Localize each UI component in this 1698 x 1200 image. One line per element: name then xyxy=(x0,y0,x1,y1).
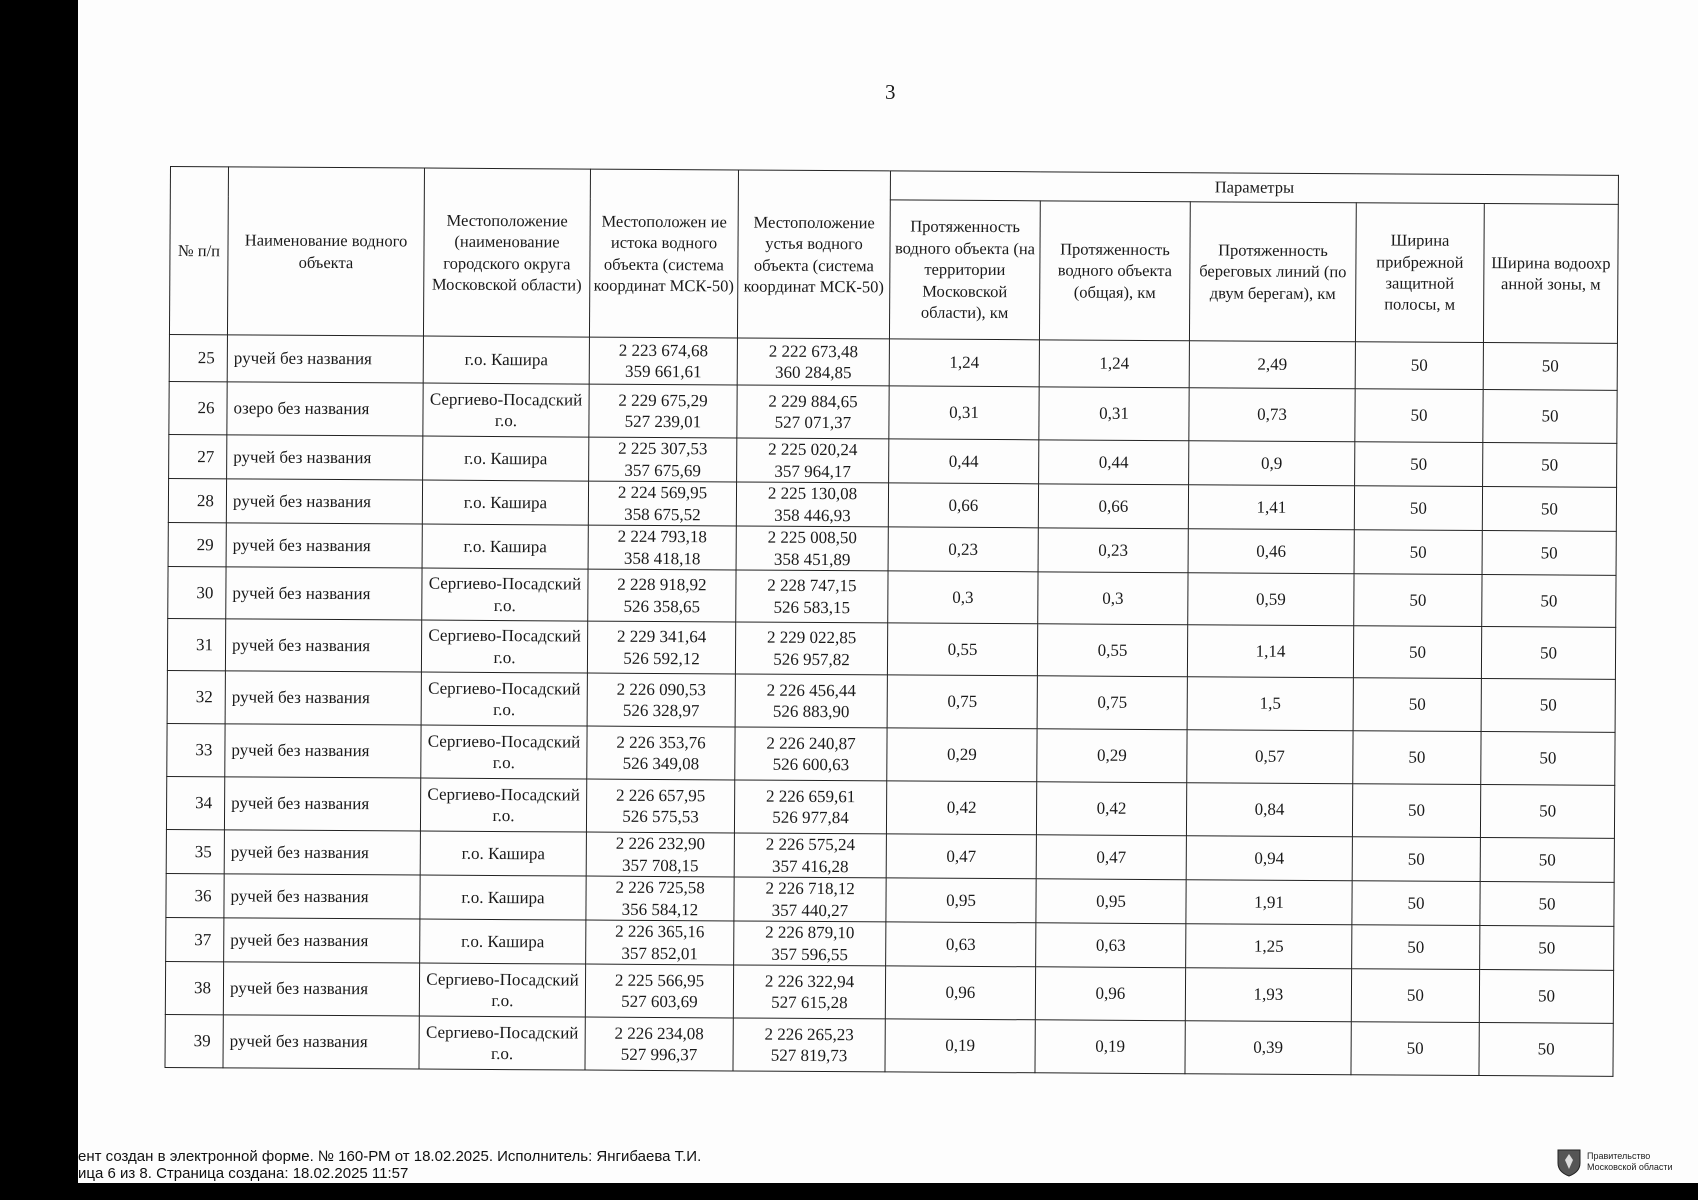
row-mouth-coords xyxy=(736,570,888,623)
row-source-coords xyxy=(589,337,737,385)
table-row xyxy=(167,670,1615,732)
row-source-coords-line-1: 2 226 232,90 xyxy=(615,833,706,854)
row-source-coords-line-1: 2 226 353,76 xyxy=(616,732,706,753)
row-mouth-coords-line-1: 2 226 575,24 xyxy=(765,834,856,855)
row-source-coords xyxy=(586,832,734,877)
row-name: ручей без названия xyxy=(226,523,422,568)
row-name: ручей без названия xyxy=(227,335,423,383)
row-mouth-coords-line-2: 526 583,15 xyxy=(773,597,851,617)
row-name: ручей без названия xyxy=(224,918,420,963)
row-length-mo: 0,31 xyxy=(889,386,1039,440)
row-length-mo: 0,66 xyxy=(888,483,1038,528)
row-mouth-coords-line-2: 527 819,73 xyxy=(770,1045,848,1066)
row-location: г.о. Кашира xyxy=(422,524,588,569)
row-number: 37 xyxy=(166,917,224,961)
row-water-zone: 50 xyxy=(1481,627,1615,680)
row-length-mo: 0,23 xyxy=(888,527,1038,572)
row-mouth-coords-line-1: 2 225 008,50 xyxy=(767,527,857,548)
row-source-coords-line-2: 526 328,97 xyxy=(622,700,700,721)
row-mouth-coords-line-2: 357 416,28 xyxy=(771,856,849,876)
header-name: Наименование водного объекта xyxy=(227,167,424,336)
row-source-coords-line-1: 2 225 566,95 xyxy=(614,970,705,991)
row-shore-length: 1,93 xyxy=(1185,968,1351,1022)
row-shore-length: 0,84 xyxy=(1186,783,1352,837)
row-mouth-coords-line-1: 2 226 879,10 xyxy=(765,922,855,943)
row-mouth-coords xyxy=(735,622,887,675)
row-location: г.о. Кашира xyxy=(423,336,589,384)
row-mouth-coords xyxy=(734,877,886,922)
row-source-coords xyxy=(589,384,737,438)
row-mouth-coords-line-1: 2 229 884,65 xyxy=(768,391,858,411)
logo-line-1: Правительство xyxy=(1587,1151,1651,1161)
row-mouth-coords-line-2: 526 957,82 xyxy=(773,649,850,669)
row-mouth-coords xyxy=(733,1018,885,1072)
row-shore-length: 0,46 xyxy=(1188,529,1354,574)
row-water-zone: 50 xyxy=(1480,838,1614,883)
row-source-coords-line-1: 2 226 657,95 xyxy=(615,785,706,806)
row-location: Сергиево-Посадский г.о. xyxy=(419,963,585,1017)
row-source-coords xyxy=(588,525,736,570)
row-length-mo: 0,29 xyxy=(887,728,1037,782)
row-source-coords-line-1: 2 225 307,53 xyxy=(618,438,708,459)
row-length-total: 0,31 xyxy=(1039,387,1189,441)
row-source-coords-line-1: 2 228 918,92 xyxy=(617,574,707,595)
row-source-coords xyxy=(586,876,734,921)
row-length-mo: 0,55 xyxy=(887,623,1037,676)
row-source-coords-line-2: 526 349,08 xyxy=(622,753,700,774)
row-source-coords-line-2: 527 996,37 xyxy=(620,1044,698,1065)
row-mouth-coords-line-2: 527 615,28 xyxy=(771,992,848,1013)
row-coastal-strip: 50 xyxy=(1351,969,1479,1023)
row-length-total: 1,24 xyxy=(1039,340,1189,388)
row-mouth-coords xyxy=(734,780,886,834)
row-mouth-coords xyxy=(737,385,889,439)
row-mouth-coords-line-2: 357 440,27 xyxy=(771,900,849,920)
row-source-coords-line-2: 357 708,15 xyxy=(621,855,699,875)
row-source-coords xyxy=(587,673,735,727)
row-number: 34 xyxy=(166,776,224,829)
row-length-total: 0,44 xyxy=(1039,440,1189,485)
row-length-total: 0,42 xyxy=(1036,782,1186,836)
scan-bottom-border xyxy=(0,1183,1698,1200)
row-length-mo: 1,24 xyxy=(889,339,1039,387)
row-mouth-coords-line-2: 527 071,37 xyxy=(774,412,852,433)
row-source-coords xyxy=(586,920,734,965)
row-coastal-strip: 50 xyxy=(1351,1022,1479,1076)
row-coastal-strip: 50 xyxy=(1352,784,1480,838)
row-name: ручей без названия xyxy=(225,671,421,725)
row-water-zone: 50 xyxy=(1481,732,1615,786)
row-length-mo: 0,44 xyxy=(889,439,1039,484)
header-shore-length: Протяженность береговых линий (по двум берегам), км xyxy=(1189,202,1356,342)
row-location: Сергиево-Посадский г.о. xyxy=(421,672,587,726)
row-source-coords-line-2: 527 239,01 xyxy=(624,411,702,432)
row-shore-length: 1,5 xyxy=(1187,677,1353,731)
row-location: Сергиево-Посадский г.о. xyxy=(422,568,588,621)
row-mouth-coords xyxy=(736,526,888,571)
row-source-coords-line-2: 526 592,12 xyxy=(623,648,700,668)
row-shore-length: 1,14 xyxy=(1187,625,1353,678)
row-water-zone: 50 xyxy=(1480,785,1614,839)
row-mouth-coords-line-1: 2 226 659,61 xyxy=(765,786,856,806)
row-source-coords-line-2: 357 852,01 xyxy=(621,943,699,963)
row-source-coords-line-2: 359 661,61 xyxy=(624,361,702,382)
row-length-mo: 0,42 xyxy=(886,781,1036,835)
row-length-mo: 0,19 xyxy=(885,1019,1035,1073)
row-mouth-coords-line-2: 358 451,89 xyxy=(773,549,851,569)
row-water-zone: 50 xyxy=(1483,343,1617,391)
row-length-total: 0,47 xyxy=(1036,835,1186,880)
row-mouth-coords-line-1: 2 228 747,15 xyxy=(767,575,857,596)
government-logo xyxy=(1556,1147,1673,1177)
page-number: 3 xyxy=(885,80,896,104)
row-source-coords-line-1: 2 226 725,58 xyxy=(615,877,705,898)
row-shore-length: 1,25 xyxy=(1186,924,1352,969)
table-row xyxy=(168,566,1616,627)
row-mouth-coords-line-2: 526 977,84 xyxy=(772,807,849,828)
row-source-coords xyxy=(585,964,733,1018)
row-mouth-coords xyxy=(736,482,888,527)
row-shore-length: 0,73 xyxy=(1189,388,1355,442)
row-source-coords-line-2: 526 358,65 xyxy=(623,596,701,616)
row-mouth-coords-line-1: 2 225 130,08 xyxy=(767,483,858,504)
table-row xyxy=(169,381,1617,443)
row-source-coords-line-1: 2 226 234,08 xyxy=(614,1023,704,1044)
row-mouth-coords-line-1: 2 225 020,24 xyxy=(768,439,858,460)
row-location: Сергиево-Посадский г.о. xyxy=(421,620,587,673)
row-mouth-coords-line-2: 358 446,93 xyxy=(774,505,851,525)
row-shore-length: 0,94 xyxy=(1186,836,1352,881)
row-coastal-strip: 50 xyxy=(1354,574,1482,627)
table-body xyxy=(165,334,1617,1076)
row-water-zone: 50 xyxy=(1481,679,1615,733)
row-number: 30 xyxy=(168,566,226,618)
row-length-mo: 0,3 xyxy=(888,571,1038,624)
row-water-zone: 50 xyxy=(1480,926,1614,971)
row-number: 31 xyxy=(167,618,225,670)
header-no: № п/п xyxy=(169,167,228,335)
row-source-coords-line-1: 2 224 793,18 xyxy=(617,526,707,547)
row-coastal-strip: 50 xyxy=(1353,626,1481,679)
row-name: ручей без названия xyxy=(223,1015,419,1069)
row-length-total: 0,63 xyxy=(1036,923,1186,968)
row-mouth-coords-line-2: 357 596,55 xyxy=(771,944,849,964)
row-shore-length: 1,41 xyxy=(1188,485,1354,530)
row-number: 32 xyxy=(167,670,225,723)
row-source-coords xyxy=(585,1017,733,1071)
row-water-zone: 50 xyxy=(1482,487,1616,532)
row-source-coords-line-2: 526 575,53 xyxy=(622,806,699,827)
row-mouth-coords xyxy=(737,438,889,483)
row-mouth-coords-line-2: 526 883,90 xyxy=(772,701,850,722)
row-location: г.о. Кашира xyxy=(420,831,586,876)
row-mouth-coords-line-2: 360 284,85 xyxy=(774,362,852,383)
row-location: Сергиево-Посадский г.о. xyxy=(419,1016,585,1070)
row-coastal-strip: 50 xyxy=(1355,342,1483,390)
row-shore-length: 1,91 xyxy=(1186,880,1352,925)
row-source-coords xyxy=(588,569,736,622)
row-mouth-coords-line-1: 2 226 718,12 xyxy=(765,878,855,899)
row-source-coords-line-1: 2 226 090,53 xyxy=(616,679,706,700)
footer-line-2: ица 6 из 8. Страница создана: 18.02.2025 11:57 xyxy=(78,1165,409,1182)
row-coastal-strip: 50 xyxy=(1355,442,1483,487)
row-source-coords xyxy=(588,481,736,526)
row-name: ручей без названия xyxy=(224,777,420,831)
row-coastal-strip: 50 xyxy=(1353,678,1481,732)
water-objects-table xyxy=(164,166,1619,1077)
row-water-zone: 50 xyxy=(1479,1023,1613,1077)
row-mouth-coords xyxy=(735,674,887,728)
row-coastal-strip: 50 xyxy=(1352,881,1480,926)
row-source-coords xyxy=(587,726,735,780)
row-location: г.о. Кашира xyxy=(420,919,586,964)
row-coastal-strip: 50 xyxy=(1352,837,1480,882)
row-coastal-strip: 50 xyxy=(1355,389,1483,443)
row-number: 29 xyxy=(168,522,226,566)
table-row xyxy=(165,961,1613,1023)
scan-left-border xyxy=(0,0,78,1200)
row-source-coords xyxy=(586,779,734,833)
row-name: ручей без названия xyxy=(225,724,421,778)
row-water-zone: 50 xyxy=(1479,970,1613,1024)
row-number: 27 xyxy=(169,434,227,478)
row-length-total: 0,3 xyxy=(1038,572,1188,625)
row-name: ручей без названия xyxy=(224,830,420,875)
row-shore-length: 0,39 xyxy=(1185,1021,1351,1075)
row-length-total: 0,66 xyxy=(1038,484,1188,529)
row-number: 33 xyxy=(167,723,225,776)
row-source-coords-line-1: 2 229 341,64 xyxy=(616,626,707,647)
row-source-coords-line-2: 527 603,69 xyxy=(621,991,698,1012)
row-mouth-coords xyxy=(734,833,886,878)
table-row xyxy=(167,618,1615,679)
row-number: 28 xyxy=(168,478,226,522)
row-source-coords-line-2: 358 675,52 xyxy=(624,504,701,524)
row-mouth-coords-line-1: 2 229 022,85 xyxy=(766,627,857,648)
row-name: ручей без названия xyxy=(223,962,419,1016)
header-length-mo: Протяженность водного объекта (на территории Московской области), км xyxy=(889,200,1040,340)
header-mouth: Местоположение устья водного объекта (система координат МСК-50) xyxy=(737,170,890,339)
row-name: ручей без названия xyxy=(227,435,423,480)
row-length-total: 0,96 xyxy=(1035,967,1185,1021)
row-number: 25 xyxy=(169,334,227,381)
row-number: 26 xyxy=(169,381,227,434)
row-coastal-strip: 50 xyxy=(1354,530,1482,575)
row-shore-length: 2,49 xyxy=(1189,341,1355,389)
row-location: г.о. Кашира xyxy=(420,875,586,920)
row-water-zone: 50 xyxy=(1483,443,1617,488)
row-length-total: 0,19 xyxy=(1035,1020,1185,1074)
row-mouth-coords-line-2: 526 600,63 xyxy=(772,754,850,775)
row-length-mo: 0,96 xyxy=(885,966,1035,1020)
row-shore-length: 0,9 xyxy=(1189,441,1355,486)
row-location: Сергиево-Посадский г.о. xyxy=(420,778,586,832)
row-name: ручей без названия xyxy=(225,619,421,672)
row-mouth-coords-line-1: 2 226 265,23 xyxy=(764,1024,854,1044)
coat-of-arms-icon xyxy=(1556,1147,1582,1177)
row-location: Сергиево-Посадский г.о. xyxy=(421,725,587,779)
row-location: г.о. Кашира xyxy=(423,436,589,481)
row-length-total: 0,95 xyxy=(1036,879,1186,924)
row-number: 39 xyxy=(165,1014,223,1067)
row-mouth-coords xyxy=(733,965,885,1019)
row-source-coords xyxy=(589,437,737,482)
header-source: Местоположен ие истока водного объекта (система координат МСК-50) xyxy=(589,169,738,338)
row-water-zone: 50 xyxy=(1482,575,1616,628)
row-mouth-coords xyxy=(735,727,887,781)
row-water-zone: 50 xyxy=(1480,882,1614,927)
row-source-coords-line-2: 358 418,18 xyxy=(623,548,701,568)
header-length-total: Протяженность водного объекта (общая), км xyxy=(1039,201,1190,341)
header-location: Местоположение (наименование городского округа Московской области) xyxy=(423,168,590,337)
row-mouth-coords-line-1: 2 226 322,94 xyxy=(764,971,855,991)
row-name: ручей без названия xyxy=(226,479,422,524)
row-number: 35 xyxy=(166,829,224,873)
footer-line-1: ент создан в электронной форме. № 160-РМ от 18.02.2025. Исполнитель: Янгибаева Т.И. xyxy=(78,1148,702,1165)
row-name: ручей без названия xyxy=(224,874,420,919)
row-mouth-coords xyxy=(737,338,889,386)
row-coastal-strip: 50 xyxy=(1352,925,1480,970)
row-length-mo: 0,95 xyxy=(886,878,1036,923)
row-shore-length: 0,57 xyxy=(1187,730,1353,784)
row-mouth-coords-line-1: 2 226 240,87 xyxy=(766,733,856,753)
header-coastal-strip: Ширина прибрежной защитной полосы, м xyxy=(1355,203,1484,343)
row-coastal-strip: 50 xyxy=(1354,486,1482,531)
row-name: озеро без названия xyxy=(227,382,423,436)
row-location: г.о. Кашира xyxy=(422,480,588,525)
row-mouth-coords xyxy=(734,921,886,966)
row-water-zone: 50 xyxy=(1483,390,1617,444)
header-parameters: Параметры xyxy=(890,171,1618,204)
logo-line-2: Московской области xyxy=(1587,1162,1673,1172)
row-length-mo: 0,63 xyxy=(886,922,1036,967)
row-coastal-strip: 50 xyxy=(1353,731,1481,785)
row-location: Сергиево-Посадский г.о. xyxy=(423,383,589,437)
row-mouth-coords-line-2: 357 964,17 xyxy=(774,461,851,481)
row-length-total: 0,23 xyxy=(1038,528,1188,573)
row-length-total: 0,75 xyxy=(1037,676,1187,730)
row-source-coords-line-1: 2 226 365,16 xyxy=(615,921,705,942)
row-water-zone: 50 xyxy=(1482,531,1616,576)
row-source-coords-line-1: 2 224 569,95 xyxy=(617,482,708,503)
row-mouth-coords-line-1: 2 222 673,48 xyxy=(768,341,859,361)
row-number: 38 xyxy=(165,961,223,1014)
row-length-total: 0,55 xyxy=(1037,624,1187,677)
footer-stamp xyxy=(78,1148,701,1182)
table-row xyxy=(166,776,1614,838)
row-mouth-coords-line-1: 2 226 456,44 xyxy=(766,680,856,700)
row-shore-length: 0,59 xyxy=(1188,573,1354,626)
row-source-coords-line-1: 2 229 675,29 xyxy=(618,390,708,411)
row-length-mo: 0,47 xyxy=(886,834,1036,879)
row-name: ручей без названия xyxy=(226,567,422,620)
row-source-coords-line-2: 356 584,12 xyxy=(621,899,699,919)
row-number: 36 xyxy=(166,873,224,917)
row-source-coords-line-1: 2 223 674,68 xyxy=(618,340,709,361)
row-length-mo: 0,75 xyxy=(887,675,1037,729)
header-water-zone: Ширина водоохр анной зоны, м xyxy=(1483,204,1618,344)
table-row xyxy=(167,723,1615,785)
row-source-coords-line-2: 357 675,69 xyxy=(624,460,701,480)
row-length-total: 0,29 xyxy=(1037,729,1187,783)
table-row xyxy=(165,1014,1613,1076)
row-source-coords xyxy=(587,621,735,674)
